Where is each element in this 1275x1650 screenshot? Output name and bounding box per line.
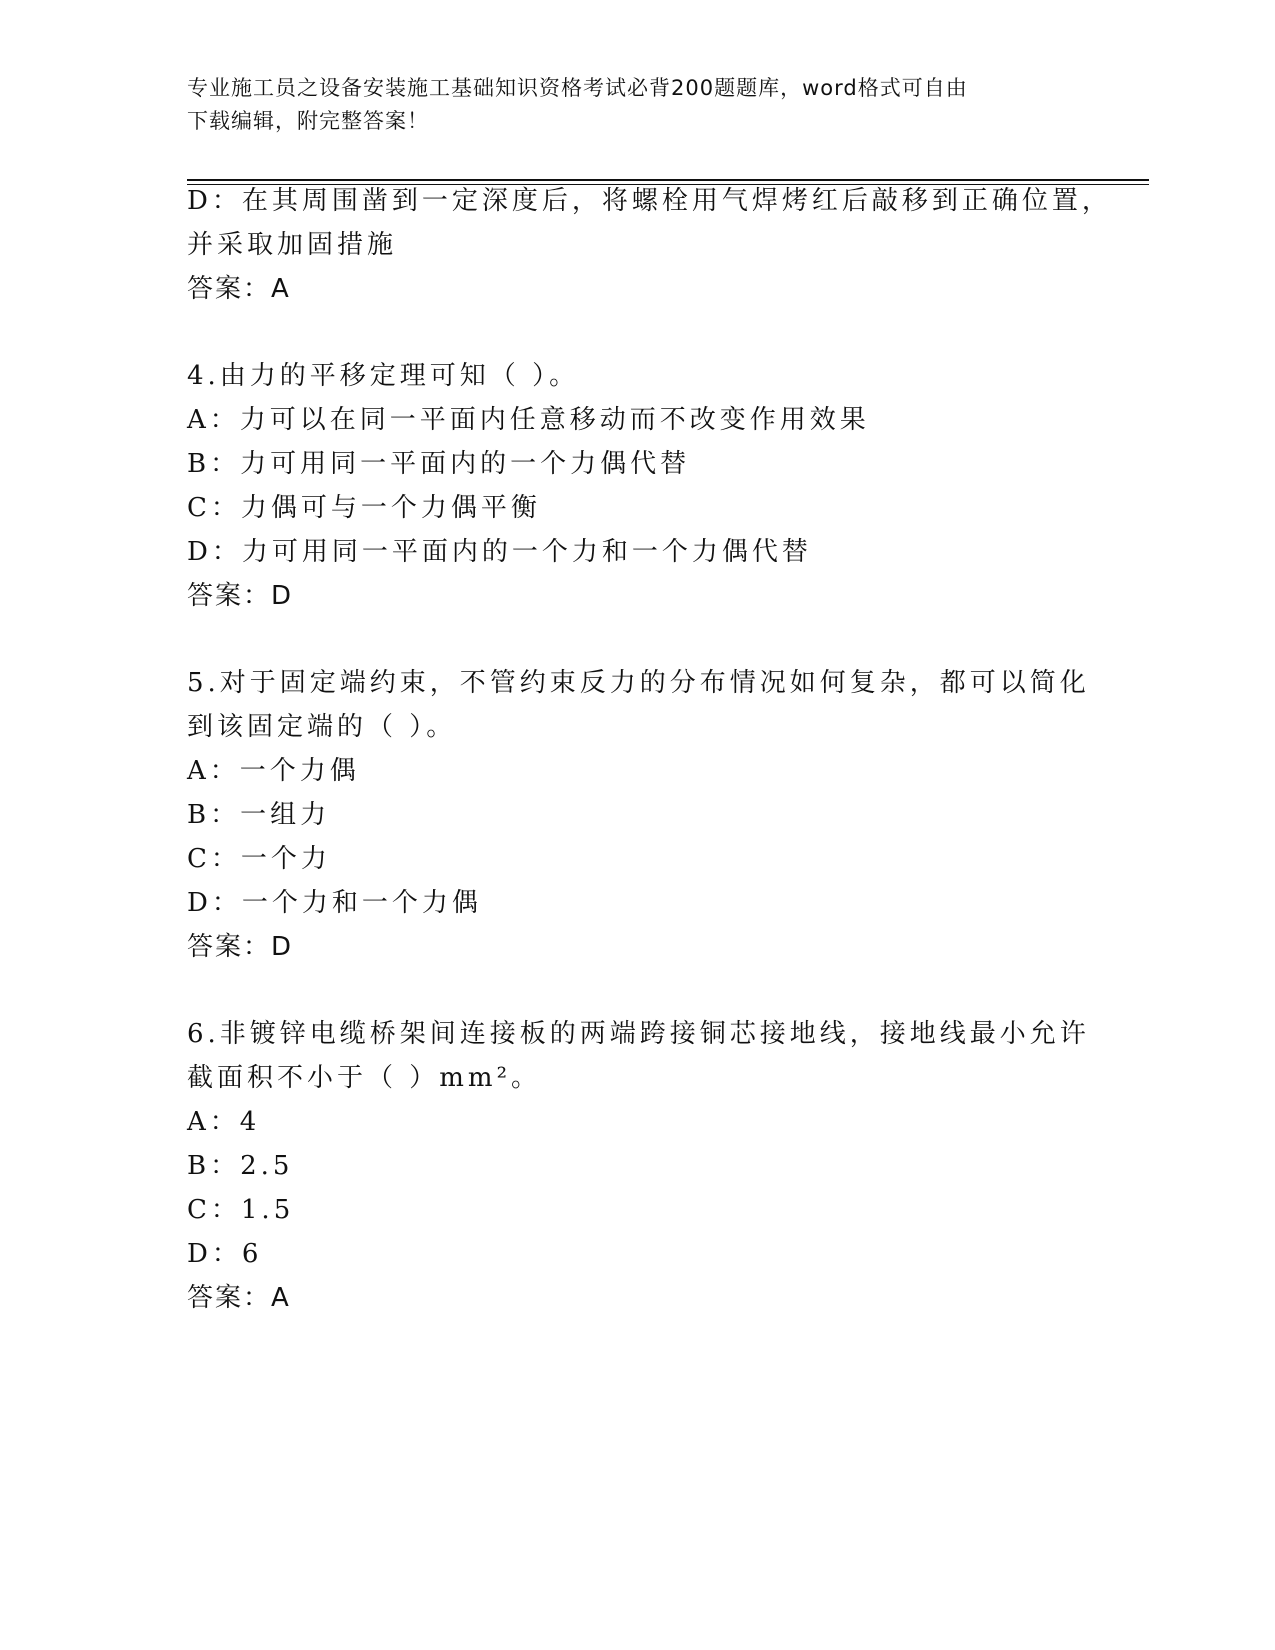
header-line-2: 下载编辑，附完整答案！ [187, 109, 429, 133]
document-header [187, 72, 1087, 138]
prev-option-d-line-2: 并采取加固措施 [187, 230, 398, 260]
q6-stem-line-1: 6.非镀锌电缆桥架间连接板的两端跨接铜芯接地线，接地线最小允许 [187, 1019, 1090, 1049]
q6-option-d: D：6 [187, 1239, 263, 1269]
q6-answer: 答案：A [187, 1283, 291, 1313]
prev-answer: 答案：A [187, 274, 291, 304]
q6-option-c: C：1.5 [187, 1195, 295, 1225]
q5-answer: 答案：D [187, 932, 294, 962]
q6-option-a: A：4 [187, 1107, 261, 1137]
q6-stem-line-2: 截面积不小于（ ）mm²。 [187, 1063, 541, 1093]
q5-option-c: C：一个力 [187, 844, 331, 874]
q4-stem: 4.由力的平移定理可知（ ）。 [187, 361, 580, 391]
q5-stem-line-2: 到该固定端的（ ）。 [187, 712, 457, 742]
q5-option-a: A：一个力偶 [187, 756, 360, 786]
q4-option-b: B：力可用同一平面内的一个力偶代替 [187, 449, 691, 479]
prev-option-d-line-1: D：在其周围凿到一定深度后，将螺栓用气焊烤红后敲移到正确位置， [187, 186, 1112, 216]
header-line-1: 专业施工员之设备安装施工基础知识资格考试必背200题题库，word格式可自由 [187, 76, 968, 100]
q5-option-d: D：一个力和一个力偶 [187, 888, 482, 918]
q4-answer: 答案：D [187, 581, 294, 611]
q5-option-b: B：一组力 [187, 800, 331, 830]
q6-option-b: B：2.5 [187, 1151, 294, 1181]
q4-option-c: C：力偶可与一个力偶平衡 [187, 493, 541, 523]
q5-stem-line-1: 5.对于固定端约束，不管约束反力的分布情况如何复杂，都可以简化 [187, 668, 1090, 698]
q4-option-d: D：力可用同一平面内的一个力和一个力偶代替 [187, 537, 812, 567]
q4-option-a: A：力可以在同一平面内任意移动而不改变作用效果 [187, 405, 870, 435]
